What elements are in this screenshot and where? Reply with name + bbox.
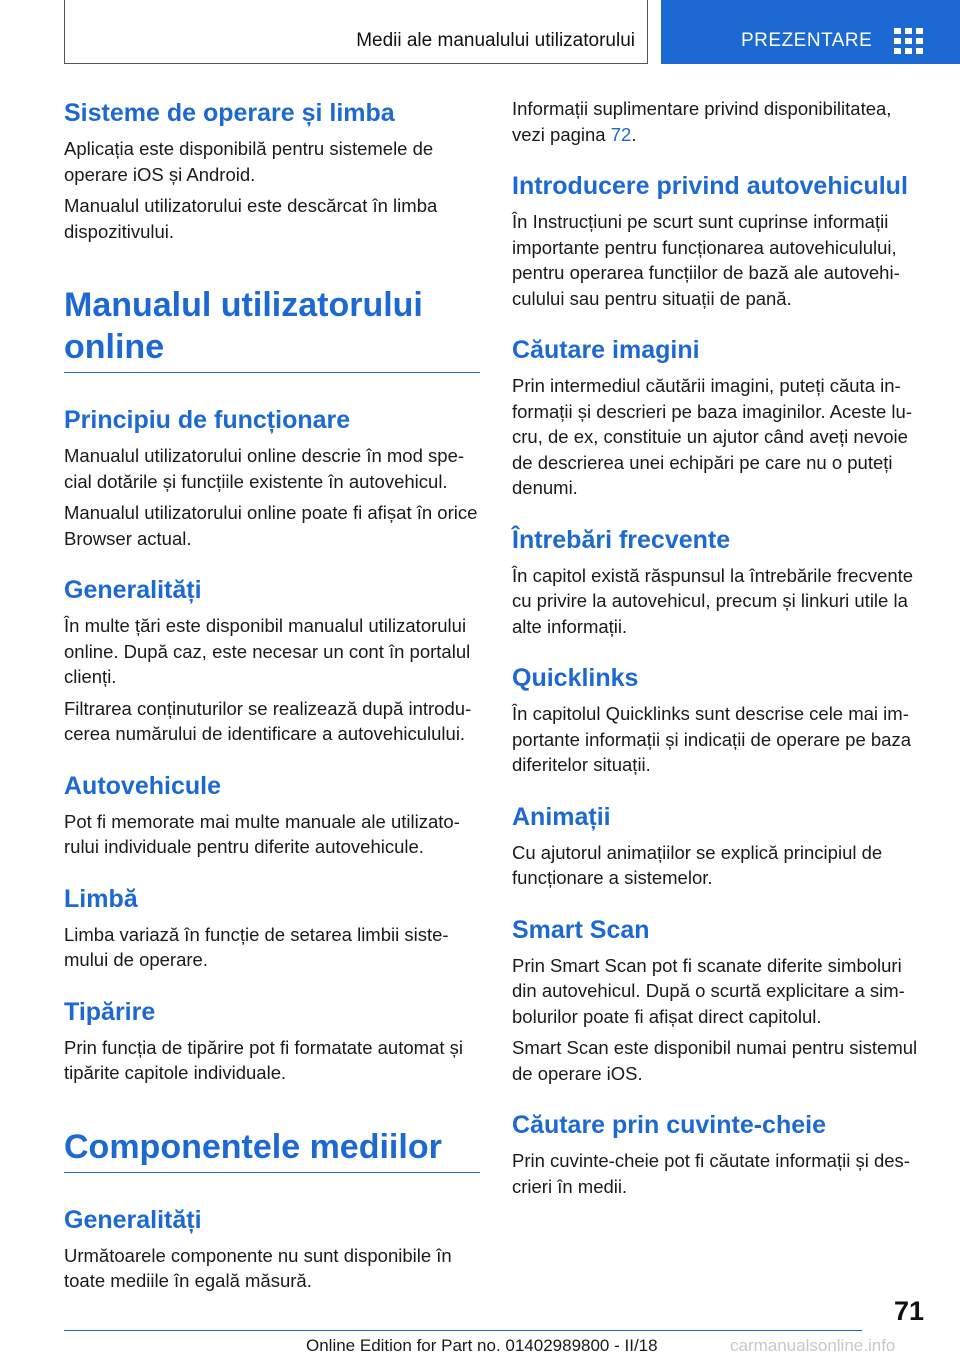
section-title: Autovehicule xyxy=(64,771,221,800)
watermark: carmanualsonline.info xyxy=(730,1336,896,1355)
section-title: Căutare prin cuvinte-cheie xyxy=(512,1111,826,1139)
paragraph: Prin funcția de tipărire pot fi formatate automat și tipărite capitole individuale. xyxy=(64,1036,463,1083)
chapter-title: Manualul utilizatorului online xyxy=(64,286,423,366)
header-title: Medii ale manualului utilizatorului xyxy=(356,30,635,51)
footer-rule xyxy=(64,1330,862,1331)
paragraph: Prin intermediul căutării imagini, puteți căuta informații și descrieri pe baza imaginilor. Aceste lucru, de ex, constituie un ajutor când aveți nevoie de descrierea unei echipări pe care nu o puteți denumi. xyxy=(512,375,912,498)
paragraph: Manualul utilizatorului online poate fi afișat în orice Browser actual. xyxy=(64,502,478,549)
chapter-rule xyxy=(64,1172,480,1173)
paragraph: Cu ajutorul animațiilor se explică principiul de funcționare a sistemelor. xyxy=(512,841,883,888)
paragraph: Manualul utilizatorului este descărcat în limba dispozitivului. xyxy=(64,195,438,242)
section-title: Generalități xyxy=(64,576,202,604)
section-title: Animații xyxy=(512,802,611,831)
paragraph: În capitolul Quicklinks sunt descrise cele mai importante informații și indicații de operare pe baza diferitelor situații. xyxy=(512,703,912,775)
section-title: Generalități xyxy=(64,1205,202,1234)
chapter-rule xyxy=(64,372,480,373)
paragraph: Filtrarea conținuturilor se realizează după introducerea numărului de identificare a autovehiculului. xyxy=(64,697,472,744)
section-title: Tipărire xyxy=(64,997,156,1026)
paragraph: Prin Smart Scan pot fi scanate diferite simboluri din autovehicul. După o scurtă explicitare a simbolurilor poate fi afișat direct capitolul. xyxy=(512,954,905,1027)
section-title: Introducere privind autovehiculul xyxy=(512,172,908,200)
paragraph-text: Informații suplimentare privind disponibilitatea, vezi pagina xyxy=(512,98,892,145)
section-tab[interactable] xyxy=(661,0,960,64)
paragraph: În Instrucțiuni pe scurt sunt cuprinse informații importante pentru funcționarea autovehiculului, pentru operarea funcțiilor de bază ale autovehiculului sau pentru situații de pană. xyxy=(512,211,900,309)
paragraph: Pot fi memorate mai multe manuale ale utilizatorului individuale pentru diferite autovehicule. xyxy=(64,810,460,857)
section-title: Smart Scan xyxy=(512,915,650,944)
paragraph: Manualul utilizatorului online descrie în mod special dotările și funcțiile existente în autovehicul. xyxy=(64,445,465,492)
section-title: Sisteme de operare și limba xyxy=(64,99,395,127)
paragraph: Smart Scan este disponibil numai pentru sistemul de operare iOS. xyxy=(512,1037,918,1084)
paragraph: În multe țări este disponibil manualul utilizatorului online. După caz, este necesar un cont în portalul clienți. xyxy=(64,615,471,687)
chapter-title: Componentele mediilor xyxy=(64,1127,442,1166)
page-link[interactable]: 72 xyxy=(610,123,632,145)
section-title: Limbă xyxy=(64,884,138,913)
paragraph-text: . xyxy=(631,123,637,145)
section-title: Întrebări frecvente xyxy=(512,525,731,554)
grid-icon xyxy=(894,28,924,54)
paragraph: Aplicația este disponibilă pentru sistemele de operare iOS și Android. xyxy=(64,138,434,185)
section-title: Quicklinks xyxy=(512,664,639,692)
page-number: 71 xyxy=(893,1296,924,1326)
footer-edition: Online Edition for Part no. 01402989800 - II/18 xyxy=(306,1336,658,1355)
section-label: PREZENTARE xyxy=(741,30,873,51)
paragraph: Prin cuvinte-cheie pot fi căutate informații și descrieri în medii. xyxy=(512,1150,910,1197)
section-title: Căutare imagini xyxy=(512,336,700,364)
right-column xyxy=(512,96,924,1205)
paragraph: În capitol există răspunsul la întrebările frecvente cu privire la autovehicul, precum și linkuri utile la alte informații. xyxy=(512,564,914,637)
paragraph xyxy=(512,96,924,147)
section-title: Principiu de funcționare xyxy=(64,406,351,434)
paragraph: Următoarele componente nu sunt disponibile în toate mediile în egală măsură. xyxy=(64,1244,452,1291)
header-title-box xyxy=(64,0,648,64)
left-column xyxy=(64,96,480,1300)
paragraph: Limba variază în funcție de setarea limbii sistemului de operare. xyxy=(64,923,449,970)
